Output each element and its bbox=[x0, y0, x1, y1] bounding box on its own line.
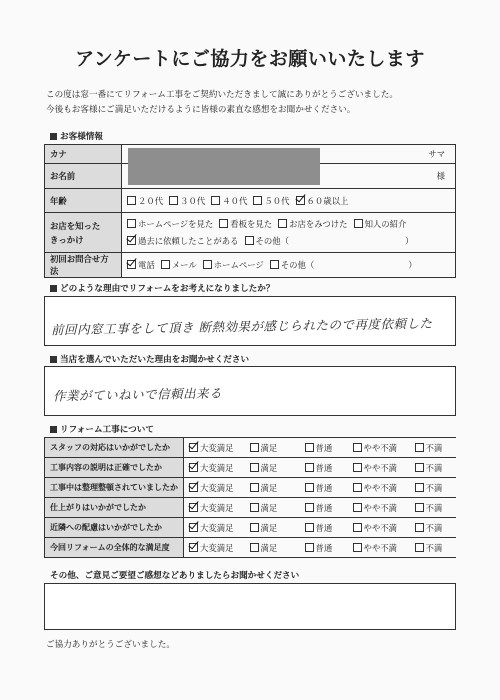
option-label: 電話 bbox=[138, 260, 155, 270]
checkbox-icon[interactable] bbox=[415, 483, 424, 492]
checked-box-icon[interactable] bbox=[189, 463, 198, 472]
rating-row bbox=[45, 518, 457, 538]
rating-choice[interactable] bbox=[189, 502, 234, 514]
section-q1-heading bbox=[50, 282, 274, 294]
trigger-row bbox=[127, 216, 450, 233]
checkbox-icon[interactable] bbox=[250, 463, 259, 472]
checkbox-icon[interactable] bbox=[161, 260, 170, 269]
rating-choice-cell bbox=[348, 538, 410, 558]
option-label: 不満 bbox=[425, 502, 443, 513]
age-option[interactable] bbox=[127, 195, 163, 207]
trigger-label-line: お店を知った bbox=[50, 220, 101, 231]
option-label: 普通 bbox=[315, 462, 333, 473]
option-label: 満足 bbox=[260, 502, 278, 513]
option-label: 満足 bbox=[260, 522, 278, 533]
rating-row bbox=[45, 498, 457, 518]
rating-choice[interactable] bbox=[189, 462, 234, 474]
rating-choice[interactable] bbox=[189, 442, 234, 454]
checked-box-icon[interactable] bbox=[189, 543, 198, 552]
option-label: 普通 bbox=[315, 522, 333, 533]
contact-option[interactable] bbox=[161, 259, 197, 271]
checkbox-icon[interactable] bbox=[127, 196, 136, 205]
redacted-name-block bbox=[128, 148, 320, 185]
trigger-option[interactable] bbox=[278, 216, 347, 233]
age-option[interactable] bbox=[169, 195, 205, 207]
rating-choice-cell bbox=[184, 478, 245, 498]
checkbox-icon[interactable] bbox=[353, 463, 362, 472]
rating-choice[interactable] bbox=[189, 542, 234, 554]
rating-choice-cell bbox=[245, 538, 300, 558]
rating-choice-cell bbox=[300, 478, 348, 498]
rating-choice-cell bbox=[184, 518, 245, 538]
option-label: 満足 bbox=[260, 442, 278, 453]
rating-choice-cell bbox=[410, 538, 457, 558]
contact-option[interactable] bbox=[270, 259, 315, 271]
option-label: 大変満足 bbox=[200, 502, 234, 513]
option-label: 普通 bbox=[315, 482, 333, 493]
rating-choice-cell bbox=[348, 498, 410, 518]
rating-choice[interactable] bbox=[305, 522, 333, 534]
option-label: 不満 bbox=[425, 542, 443, 553]
rating-choice-cell bbox=[410, 478, 457, 498]
rating-choice-cell bbox=[184, 438, 245, 458]
option-label: やや不満 bbox=[363, 522, 397, 533]
option-label: 大変満足 bbox=[200, 542, 234, 553]
checkbox-icon[interactable] bbox=[415, 503, 424, 512]
option-label: 不満 bbox=[425, 522, 443, 533]
checkbox-icon[interactable] bbox=[169, 196, 178, 205]
rating-choice-cell bbox=[184, 498, 245, 518]
checkbox-icon[interactable] bbox=[353, 503, 362, 512]
rating-choice[interactable] bbox=[250, 502, 278, 514]
option-label: ホームページ bbox=[213, 260, 264, 270]
section-rating-heading bbox=[50, 423, 154, 435]
option-label: 普通 bbox=[315, 442, 333, 453]
footer-thanks: ご協力ありがとうございました。 bbox=[46, 640, 175, 650]
trigger-option[interactable] bbox=[245, 233, 290, 250]
checked-box-icon[interactable] bbox=[127, 260, 136, 269]
rating-choice[interactable] bbox=[415, 542, 443, 554]
intro-text bbox=[46, 88, 398, 118]
checkbox-icon[interactable] bbox=[250, 543, 259, 552]
age-option[interactable] bbox=[253, 195, 289, 207]
rating-choice-cell bbox=[348, 438, 410, 458]
trigger-option[interactable] bbox=[354, 216, 407, 233]
checkbox-icon[interactable] bbox=[305, 503, 314, 512]
section-customer-heading bbox=[50, 130, 103, 142]
age-options bbox=[122, 189, 456, 213]
checkbox-icon[interactable] bbox=[253, 196, 262, 205]
rating-choice[interactable] bbox=[189, 482, 234, 494]
checked-box-icon[interactable] bbox=[189, 523, 198, 532]
rating-choice[interactable] bbox=[250, 542, 278, 554]
name-label: お名前 bbox=[45, 164, 122, 189]
option-label: 満足 bbox=[260, 542, 278, 553]
section-label: 当店を選んでいただいた理由をお聞かせください bbox=[60, 355, 250, 365]
option-label: 不満 bbox=[425, 482, 443, 493]
rating-question: スタッフの対応はいかがでしたか bbox=[45, 438, 184, 458]
rating-choice[interactable] bbox=[353, 482, 398, 494]
kana-suffix: サマ bbox=[428, 149, 445, 159]
q2-answer-box[interactable] bbox=[44, 366, 456, 416]
age-option[interactable] bbox=[211, 195, 247, 207]
option-label: 普通 bbox=[315, 502, 333, 513]
option-label: メール bbox=[171, 260, 197, 270]
checkbox-icon[interactable] bbox=[270, 260, 279, 269]
option-label: 過去に依頼したことがある bbox=[138, 235, 239, 246]
q1-answer-box[interactable] bbox=[44, 296, 456, 346]
option-label: やや不満 bbox=[363, 442, 397, 453]
checkbox-icon[interactable] bbox=[415, 443, 424, 452]
rating-row bbox=[45, 478, 457, 498]
trigger-option[interactable] bbox=[127, 216, 213, 233]
trigger-option[interactable] bbox=[127, 233, 239, 250]
rating-choice-cell bbox=[410, 498, 457, 518]
rating-question: 近隣への配慮はいかがでしたか bbox=[45, 518, 184, 538]
rating-choice[interactable] bbox=[250, 462, 278, 474]
option-label: ホームページを見た bbox=[138, 218, 214, 229]
option-label: やや不満 bbox=[363, 542, 397, 553]
section-label: お客様情報 bbox=[60, 132, 103, 142]
trigger-row bbox=[127, 233, 450, 250]
rating-choice[interactable] bbox=[353, 522, 398, 534]
contact-option[interactable] bbox=[127, 259, 155, 271]
rating-row bbox=[45, 458, 457, 478]
section-label: リフォーム工事について bbox=[60, 425, 154, 435]
rating-choice[interactable] bbox=[415, 462, 443, 474]
rating-choice[interactable] bbox=[250, 442, 278, 454]
checkbox-icon[interactable] bbox=[305, 443, 314, 452]
rating-table bbox=[44, 437, 456, 558]
checkbox-icon[interactable] bbox=[353, 483, 362, 492]
rating-choice-cell bbox=[348, 478, 410, 498]
option-label: 大変満足 bbox=[200, 482, 234, 493]
option-label: 満足 bbox=[260, 462, 278, 473]
rating-question: 今回リフォームの全体的な満足度 bbox=[45, 538, 184, 558]
checkbox-icon[interactable] bbox=[415, 463, 424, 472]
rating-choice[interactable] bbox=[415, 502, 443, 514]
rating-choice-cell bbox=[245, 438, 300, 458]
rating-row bbox=[45, 438, 457, 458]
rating-choice-cell bbox=[300, 438, 348, 458]
checked-box-icon[interactable] bbox=[189, 443, 198, 452]
page-title: アンケートにご協力をお願いいたします bbox=[75, 48, 425, 70]
option-label: その他（ bbox=[280, 260, 315, 270]
trigger-other-close: ） bbox=[405, 235, 414, 246]
checkbox-icon[interactable] bbox=[127, 219, 136, 228]
age-label: 年齢 bbox=[45, 189, 122, 213]
kana-label: カナ bbox=[45, 145, 122, 164]
rating-choice[interactable] bbox=[415, 482, 443, 494]
rating-choice[interactable] bbox=[353, 542, 398, 554]
checkbox-icon[interactable] bbox=[250, 523, 259, 532]
option-label: お店をみつけた bbox=[289, 218, 348, 229]
checkbox-icon[interactable] bbox=[415, 543, 424, 552]
section-label: どのような理由でリフォームをお考えになりましたか？ bbox=[60, 284, 275, 294]
option-label: 不満 bbox=[425, 462, 443, 473]
option-label: 大変満足 bbox=[200, 442, 234, 453]
checked-box-icon[interactable] bbox=[296, 196, 305, 205]
option-label: 看板を見た bbox=[230, 218, 273, 229]
checkbox-icon[interactable] bbox=[250, 443, 259, 452]
rating-choice-cell bbox=[410, 518, 457, 538]
section-q2-heading bbox=[50, 353, 249, 365]
contact-options bbox=[122, 253, 456, 278]
checkbox-icon[interactable] bbox=[250, 483, 259, 492]
rating-question: 仕上がりはいかがでしたか bbox=[45, 498, 184, 518]
option-label: その他（ bbox=[255, 235, 289, 246]
rating-choice-cell bbox=[348, 458, 410, 478]
q2-handwritten-answer: 作業がていねいで信頼出来る bbox=[52, 385, 223, 404]
section-q3-heading bbox=[50, 569, 299, 581]
checkbox-icon[interactable] bbox=[203, 260, 212, 269]
rating-choice-cell bbox=[348, 518, 410, 538]
rating-choice[interactable] bbox=[305, 462, 333, 474]
contact-label: 初回お問合せ方法 bbox=[45, 253, 122, 278]
checkbox-icon[interactable] bbox=[305, 543, 314, 552]
contact-option[interactable] bbox=[203, 259, 264, 271]
option-label: ３０代 bbox=[180, 195, 206, 206]
rating-row bbox=[45, 538, 457, 558]
rating-choice[interactable] bbox=[305, 442, 333, 454]
bullet-square-icon bbox=[50, 356, 57, 363]
checked-box-icon[interactable] bbox=[127, 236, 136, 245]
option-label: 大変満足 bbox=[200, 462, 234, 473]
checkbox-icon[interactable] bbox=[219, 219, 228, 228]
checkbox-icon[interactable] bbox=[415, 523, 424, 532]
rating-choice[interactable] bbox=[250, 522, 278, 534]
option-label: やや不満 bbox=[363, 502, 397, 513]
age-option[interactable] bbox=[296, 195, 349, 207]
trigger-label-line: きっかけ bbox=[50, 234, 84, 245]
checkbox-icon[interactable] bbox=[305, 463, 314, 472]
option-label: 普通 bbox=[315, 542, 333, 553]
checkbox-icon[interactable] bbox=[305, 483, 314, 492]
option-label: ４０代 bbox=[222, 195, 248, 206]
trigger-label bbox=[45, 213, 122, 253]
option-label: 不満 bbox=[425, 442, 443, 453]
checkbox-icon[interactable] bbox=[354, 219, 363, 228]
rating-choice[interactable] bbox=[305, 542, 333, 554]
rating-choice[interactable] bbox=[415, 442, 443, 454]
checkbox-icon[interactable] bbox=[353, 443, 362, 452]
rating-choice[interactable] bbox=[189, 522, 234, 534]
rating-choice-cell bbox=[184, 458, 245, 478]
rating-choice-cell bbox=[245, 478, 300, 498]
section-label: その他、ご意見ご要望ご感想などありましたらお聞かせください bbox=[50, 571, 300, 581]
rating-question: 工事中は整理整頓されていましたか bbox=[45, 478, 184, 498]
bullet-square-icon bbox=[50, 133, 57, 140]
trigger-options bbox=[122, 213, 456, 253]
intro-line: この度は窓一番にてリフォーム工事をご契約いただきまして誠にありがとうございました。 bbox=[46, 90, 398, 100]
rating-choice-cell bbox=[300, 518, 348, 538]
rating-choice[interactable] bbox=[305, 502, 333, 514]
option-label: やや不満 bbox=[363, 482, 397, 493]
checkbox-icon[interactable] bbox=[211, 196, 220, 205]
option-label: 知人の紹介 bbox=[364, 218, 407, 229]
option-label: やや不満 bbox=[363, 462, 397, 473]
checkbox-icon[interactable] bbox=[250, 503, 259, 512]
rating-choice-cell bbox=[410, 458, 457, 478]
rating-choice[interactable] bbox=[353, 502, 398, 514]
checked-box-icon[interactable] bbox=[189, 503, 198, 512]
rating-choice-cell bbox=[245, 498, 300, 518]
name-suffix: 様 bbox=[436, 171, 445, 181]
rating-choice-cell bbox=[300, 538, 348, 558]
option-label: 大変満足 bbox=[200, 522, 234, 533]
rating-choice-cell bbox=[245, 458, 300, 478]
rating-choice-cell bbox=[300, 458, 348, 478]
checkbox-icon[interactable] bbox=[353, 543, 362, 552]
rating-choice[interactable] bbox=[305, 482, 333, 494]
option-label: ２０代 bbox=[138, 195, 164, 206]
checkbox-icon[interactable] bbox=[353, 523, 362, 532]
rating-choice-cell bbox=[184, 538, 245, 558]
rating-choice-cell bbox=[410, 438, 457, 458]
trigger-option[interactable] bbox=[219, 216, 272, 233]
checkbox-icon[interactable] bbox=[245, 236, 254, 245]
bullet-square-icon bbox=[50, 426, 57, 433]
rating-choice[interactable] bbox=[415, 522, 443, 534]
rating-choice-cell bbox=[300, 498, 348, 518]
checkbox-icon[interactable] bbox=[305, 523, 314, 532]
rating-choice[interactable] bbox=[250, 482, 278, 494]
option-label: ６０歳以上 bbox=[306, 195, 349, 206]
bullet-square-icon bbox=[50, 285, 57, 292]
option-label: ５０代 bbox=[264, 195, 290, 206]
contact-other-close: ） bbox=[408, 260, 417, 270]
rating-choice[interactable] bbox=[353, 462, 398, 474]
checked-box-icon[interactable] bbox=[189, 483, 198, 492]
q3-answer-box[interactable] bbox=[44, 583, 456, 630]
rating-choice-cell bbox=[245, 518, 300, 538]
option-label: 満足 bbox=[260, 482, 278, 493]
checkbox-icon[interactable] bbox=[278, 219, 287, 228]
rating-question: 工事内容の説明は正確でしたか bbox=[45, 458, 184, 478]
rating-choice[interactable] bbox=[353, 442, 398, 454]
q1-handwritten-answer: 前回内窓工事をして頂き 断熱効果が感じられたので再度依頼した bbox=[50, 315, 433, 338]
intro-line: 今後もお客様にご満足いただけるように皆様の素直な感想をお聞かせください。 bbox=[46, 105, 356, 115]
